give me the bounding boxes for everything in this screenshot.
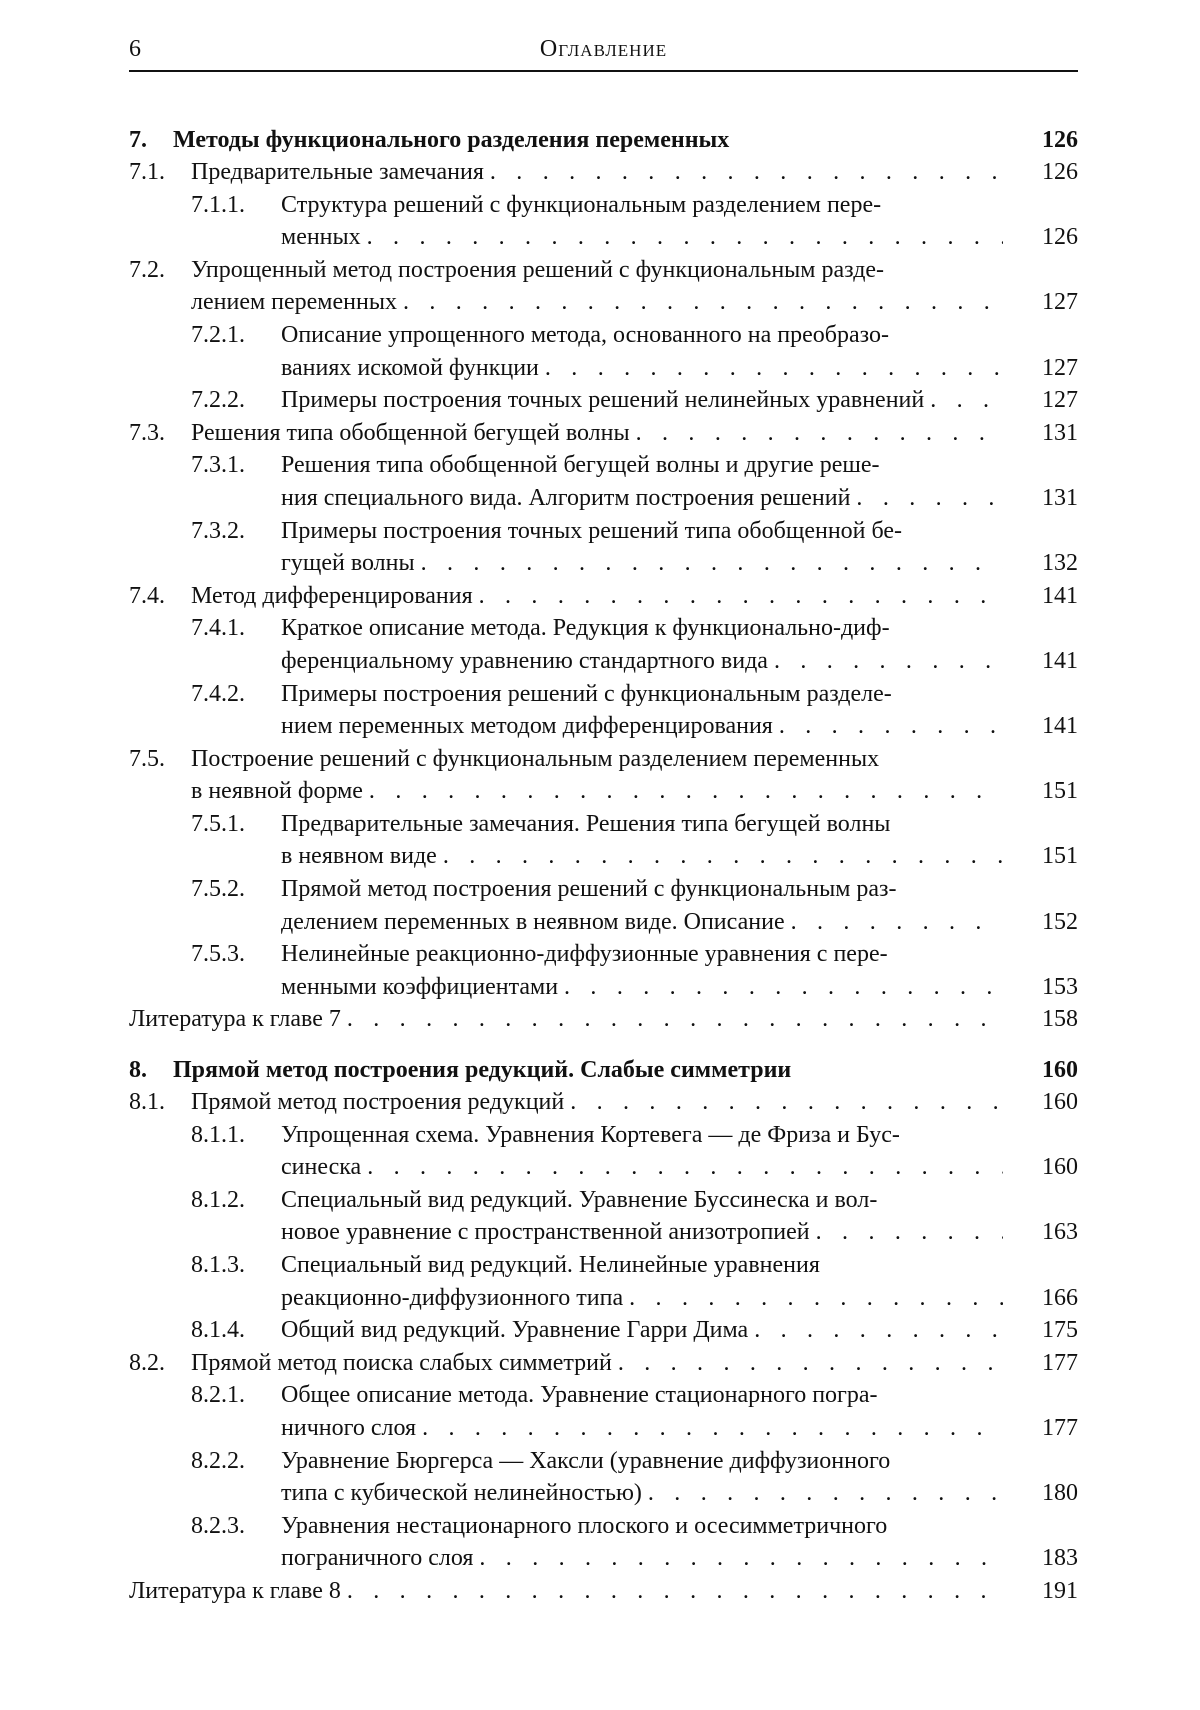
- entry-page: 141: [1042, 580, 1078, 613]
- entry-number: 8.1.3.: [191, 1249, 245, 1282]
- entry-text: [281, 678, 1003, 743]
- entry-page: 141: [1042, 645, 1078, 678]
- entry-page: 175: [1042, 1314, 1078, 1347]
- entry-page: 177: [1042, 1347, 1078, 1380]
- entry-text: [281, 1379, 1003, 1444]
- toc-entry[interactable]: [129, 1086, 1078, 1119]
- entry-line: [281, 645, 1003, 678]
- entry-line: [191, 286, 1003, 319]
- entry-number: 8.1.4.: [191, 1314, 245, 1347]
- dot-leader: . . . . . . . .: [791, 906, 1003, 939]
- entry-text: [191, 156, 1003, 189]
- entry-line-text: Предварительные замечания: [191, 156, 484, 189]
- toc-entry[interactable]: [129, 1379, 1078, 1444]
- entry-number: 7.1.1.: [191, 189, 245, 222]
- toc-entry[interactable]: [129, 1314, 1078, 1347]
- entry-line: [281, 710, 1003, 743]
- entry-line-text: делением переменных в неявном виде. Описание: [281, 906, 785, 939]
- entry-line-text: Литература к главе 7: [129, 1003, 341, 1036]
- entry-line: [281, 482, 1003, 515]
- entry-text: [281, 1119, 1003, 1184]
- chapter-number: 8.: [129, 1054, 173, 1086]
- entry-number: 7.4.: [129, 580, 165, 613]
- entry-number: 8.1.1.: [191, 1119, 245, 1152]
- dot-leader: . . . . . . . . . . . . . . . . . . . . . .: [422, 1412, 1003, 1445]
- entry-line: [129, 1575, 1003, 1608]
- entry-number: 8.1.: [129, 1086, 165, 1119]
- entry-page: 127: [1042, 384, 1078, 417]
- entry-line-text: синеска: [281, 1151, 361, 1184]
- entry-text: [281, 612, 1003, 677]
- dot-leader: . . . . . . . . . . . . . . . . .: [545, 352, 1003, 385]
- entry-line-text: нием переменных методом дифференцирования: [281, 710, 773, 743]
- entry-number: 8.2.: [129, 1347, 165, 1380]
- entry-text: [281, 1445, 1003, 1510]
- entry-text: [281, 938, 1003, 1003]
- entry-line-text: ференциальному уравнению стандартного вида: [281, 645, 768, 678]
- entry-line-text: в неявной форме: [191, 775, 363, 808]
- chapter-page: 126: [1042, 124, 1078, 156]
- toc-entry[interactable]: [129, 156, 1078, 189]
- dot-leader: . . . . . . . . . . . . . .: [629, 1282, 1003, 1315]
- entry-page: 160: [1042, 1086, 1078, 1119]
- toc-entry[interactable]: [129, 384, 1078, 417]
- entry-page: 177: [1042, 1412, 1078, 1445]
- entry-page: 151: [1042, 840, 1078, 873]
- entry-number: 7.2.2.: [191, 384, 245, 417]
- entry-text: [281, 1249, 1003, 1314]
- entry-line: [129, 1003, 1003, 1036]
- entry-page: 126: [1042, 221, 1078, 254]
- dot-leader: . . . . . . . . . . . . . .: [648, 1477, 1003, 1510]
- dot-leader: . . . . . . . . . . . . . . . . . . .: [490, 156, 1003, 189]
- entry-line: [281, 1314, 1003, 1347]
- references-entry[interactable]: [129, 1003, 1078, 1036]
- toc-entry[interactable]: [129, 678, 1078, 743]
- entry-line: Уравнение Бюргерса — Хаксли (уравнение диффузионного: [281, 1445, 1003, 1478]
- entry-line: Прямой метод построения решений с функциональным раз-: [281, 873, 1003, 906]
- chapter-title: Прямой метод построения редукций. Слабые симметрии: [173, 1054, 791, 1086]
- entry-line: Специальный вид редукций. Уравнение Буссинеска и вол-: [281, 1184, 1003, 1217]
- entry-line-text: ваниях искомой функции: [281, 352, 539, 385]
- chapter-title: Методы функционального разделения переменных: [173, 124, 729, 156]
- toc-entry[interactable]: [129, 449, 1078, 514]
- dot-leader: . . . . . . . . . . . . . . .: [618, 1347, 1003, 1380]
- entry-line: Упрощенный метод построения решений с функциональным разде-: [191, 254, 1003, 287]
- toc-entry[interactable]: [129, 515, 1078, 580]
- entry-line-text: в неявном виде: [281, 840, 437, 873]
- chapter-gap: [129, 1036, 1078, 1054]
- entry-line: Специальный вид редукций. Нелинейные уравнения: [281, 1249, 1003, 1282]
- entry-page: 158: [1042, 1003, 1078, 1036]
- running-header: [129, 32, 1078, 72]
- entry-line: Решения типа обобщенной бегущей волны и другие реше-: [281, 449, 1003, 482]
- entry-page: 163: [1042, 1216, 1078, 1249]
- entry-line-text: Решения типа обобщенной бегущей волны: [191, 417, 630, 450]
- chapter-page: 160: [1042, 1054, 1078, 1086]
- entry-line: Упрощенная схема. Уравнения Кортевега — де Фриза и Бус-: [281, 1119, 1003, 1152]
- entry-line: [281, 840, 1003, 873]
- dot-leader: . . . . . . . . .: [774, 645, 1003, 678]
- entry-number: 7.5.3.: [191, 938, 245, 971]
- entry-line: Примеры построения решений с функциональным разделе-: [281, 678, 1003, 711]
- entry-line: Примеры построения точных решений типа обобщенной бе-: [281, 515, 1003, 548]
- chapter-heading[interactable]: [129, 1054, 1078, 1086]
- dot-leader: . . . . . . . . . . . . . . . . . . . . . . . . .: [347, 1575, 1003, 1608]
- entry-number: 7.1.: [129, 156, 165, 189]
- toc-entry[interactable]: [129, 1347, 1078, 1380]
- entry-page: 180: [1042, 1477, 1078, 1510]
- dot-leader: . . . . . . . . . . . . . . . . . . . . . . . .: [367, 221, 1003, 254]
- entry-page: 131: [1042, 482, 1078, 515]
- table-of-contents: [129, 124, 1078, 1608]
- dot-leader: . . . . . . . . . . . . . .: [636, 417, 1003, 450]
- entry-line-text: менными коэффициентами: [281, 971, 558, 1004]
- entry-number: 7.3.: [129, 417, 165, 450]
- entry-line: [191, 417, 1003, 450]
- toc-entry[interactable]: [129, 1249, 1078, 1314]
- entry-text: [129, 1575, 1003, 1608]
- dot-leader: . . . . . . . . . . . . . . . . . . . . . . . .: [369, 775, 1003, 808]
- entry-line-text: Литература к главе 8: [129, 1575, 341, 1608]
- entry-line: Построение решений с функциональным разделением переменных: [191, 743, 1003, 776]
- entry-text: [281, 1184, 1003, 1249]
- entry-line-text: гущей волны: [281, 547, 415, 580]
- toc-entry[interactable]: [129, 417, 1078, 450]
- entry-line: [191, 775, 1003, 808]
- entry-number: 7.4.2.: [191, 678, 245, 711]
- entry-page: 127: [1042, 352, 1078, 385]
- entry-line: [281, 1412, 1003, 1445]
- entry-line-text: типа с кубической нелинейностью): [281, 1477, 642, 1510]
- entry-page: 132: [1042, 547, 1078, 580]
- entry-line: [191, 580, 1003, 613]
- entry-text: [191, 743, 1003, 808]
- entry-line-text: менных: [281, 221, 361, 254]
- dot-leader: . . . . . . . . . . . . . . . . . . . .: [479, 1542, 1003, 1575]
- entry-line-text: Метод дифференцирования: [191, 580, 473, 613]
- toc-entry[interactable]: [129, 580, 1078, 613]
- entry-page: 152: [1042, 906, 1078, 939]
- toc-entry[interactable]: [129, 319, 1078, 384]
- entry-line-text: пограничного слоя: [281, 1542, 473, 1575]
- dot-leader: . . . . . . . . . . . . . . . . . . . . . .: [421, 547, 1003, 580]
- entry-line-text: новое уравнение с пространственной анизотропией: [281, 1216, 810, 1249]
- entry-number: 8.2.1.: [191, 1379, 245, 1412]
- entry-line: [281, 1151, 1003, 1184]
- entry-line: Уравнения нестационарного плоского и осесимметричного: [281, 1510, 1003, 1543]
- dot-leader: . . . . . . . . . . . . . . . . . . . . .: [443, 840, 1003, 873]
- entry-line: Нелинейные реакционно-диффузионные уравнения с пере-: [281, 938, 1003, 971]
- entry-line: [281, 906, 1003, 939]
- running-title: Оглавление: [129, 36, 1078, 63]
- entry-line: Структура решений с функциональным разделением пере-: [281, 189, 1003, 222]
- entry-number: 7.2.: [129, 254, 165, 287]
- toc-entry[interactable]: [129, 938, 1078, 1003]
- entry-line: [281, 384, 1003, 417]
- dot-leader: . . . . . . . . . . . . . . . . . . . . . . . . .: [347, 1003, 1003, 1036]
- entry-text: [281, 384, 1003, 417]
- entry-line-text: лением переменных: [191, 286, 397, 319]
- entry-page: 183: [1042, 1542, 1078, 1575]
- dot-leader: . . . . . . .: [816, 1216, 1003, 1249]
- entry-line-text: реакционно-диффузионного типа: [281, 1282, 623, 1315]
- entry-text: [191, 254, 1003, 319]
- entry-page: 166: [1042, 1282, 1078, 1315]
- entry-page: 153: [1042, 971, 1078, 1004]
- entry-page: 160: [1042, 1151, 1078, 1184]
- entry-text: [281, 449, 1003, 514]
- chapter-heading[interactable]: [129, 124, 1078, 156]
- entry-line: Краткое описание метода. Редукция к функционально-диф-: [281, 612, 1003, 645]
- references-entry[interactable]: [129, 1575, 1078, 1608]
- entry-line-text: Общий вид редукций. Уравнение Гарри Дима: [281, 1314, 748, 1347]
- entry-page: 141: [1042, 710, 1078, 743]
- toc-entry[interactable]: [129, 612, 1078, 677]
- toc-entry[interactable]: [129, 808, 1078, 873]
- entry-text: [281, 808, 1003, 873]
- dot-leader: . . . . . . . . . . . . . . . . . . . .: [479, 580, 1003, 613]
- entry-line: [281, 221, 1003, 254]
- entry-number: 8.1.2.: [191, 1184, 245, 1217]
- entry-text: [281, 319, 1003, 384]
- entry-text: [281, 189, 1003, 254]
- entry-text: [129, 1003, 1003, 1036]
- entry-number: 7.4.1.: [191, 612, 245, 645]
- entry-line-text: Прямой метод построения редукций: [191, 1086, 564, 1119]
- entry-line: [281, 1216, 1003, 1249]
- entry-line: Общее описание метода. Уравнение стационарного погра-: [281, 1379, 1003, 1412]
- page-number: 6: [129, 36, 141, 63]
- entry-number: 7.5.1.: [191, 808, 245, 841]
- entry-number: 7.3.1.: [191, 449, 245, 482]
- entry-page: 151: [1042, 775, 1078, 808]
- toc-entry[interactable]: [129, 189, 1078, 254]
- entry-page: 191: [1042, 1575, 1078, 1608]
- toc-entry[interactable]: [129, 1184, 1078, 1249]
- entry-line: Предварительные замечания. Решения типа бегущей волны: [281, 808, 1003, 841]
- entry-line-text: ния специального вида. Алгоритм построения решений: [281, 482, 850, 515]
- entry-page: 127: [1042, 286, 1078, 319]
- entry-line: [281, 547, 1003, 580]
- entry-number: 8.2.2.: [191, 1445, 245, 1478]
- entry-number: 7.3.2.: [191, 515, 245, 548]
- entry-number: 8.2.3.: [191, 1510, 245, 1543]
- toc-entry[interactable]: [129, 873, 1078, 938]
- entry-line: [281, 1477, 1003, 1510]
- entry-text: [191, 580, 1003, 613]
- entry-page: 126: [1042, 156, 1078, 189]
- entry-number: 7.5.2.: [191, 873, 245, 906]
- entry-line: [281, 971, 1003, 1004]
- entry-line: [281, 1542, 1003, 1575]
- dot-leader: . . . . . . . . .: [754, 1314, 1003, 1347]
- entry-text: [191, 417, 1003, 450]
- entry-text: [281, 873, 1003, 938]
- toc-entry[interactable]: [129, 743, 1078, 808]
- dot-leader: . . . . . . . . . . . . . . . . .: [564, 971, 1003, 1004]
- entry-line: Описание упрощенного метода, основанного на преобразо-: [281, 319, 1003, 352]
- chapter-number: 7.: [129, 124, 173, 156]
- entry-line: [281, 1282, 1003, 1315]
- entry-text: [191, 1086, 1003, 1119]
- entry-text: [281, 1314, 1003, 1347]
- dot-leader: . . . . . .: [856, 482, 1003, 515]
- entry-line-text: ничного слоя: [281, 1412, 416, 1445]
- toc-entry[interactable]: [129, 1445, 1078, 1510]
- entry-line-text: Примеры построения точных решений нелинейных уравнений: [281, 384, 924, 417]
- dot-leader: . . . . . . . . . . . . . . . . . . . . . . .: [403, 286, 1003, 319]
- entry-line-text: Прямой метод поиска слабых симметрий: [191, 1347, 612, 1380]
- entry-number: 7.2.1.: [191, 319, 245, 352]
- entry-line: [191, 1347, 1003, 1380]
- dot-leader: . . . . . . . . . . . . . . . .: [570, 1086, 1003, 1119]
- dot-leader: . . .: [930, 384, 1003, 417]
- toc-entry[interactable]: [129, 254, 1078, 319]
- entry-line: [191, 156, 1003, 189]
- entry-number: 7.5.: [129, 743, 165, 776]
- dot-leader: . . . . . . . . . . . . . . . . . . . . . . . .: [367, 1151, 1003, 1184]
- entry-line: [191, 1086, 1003, 1119]
- entry-text: [191, 1347, 1003, 1380]
- entry-page: 131: [1042, 417, 1078, 450]
- toc-entry[interactable]: [129, 1510, 1078, 1575]
- entry-line: [281, 352, 1003, 385]
- entry-text: [281, 515, 1003, 580]
- entry-text: [281, 1510, 1003, 1575]
- toc-entry[interactable]: [129, 1119, 1078, 1184]
- dot-leader: . . . . . . . . .: [779, 710, 1003, 743]
